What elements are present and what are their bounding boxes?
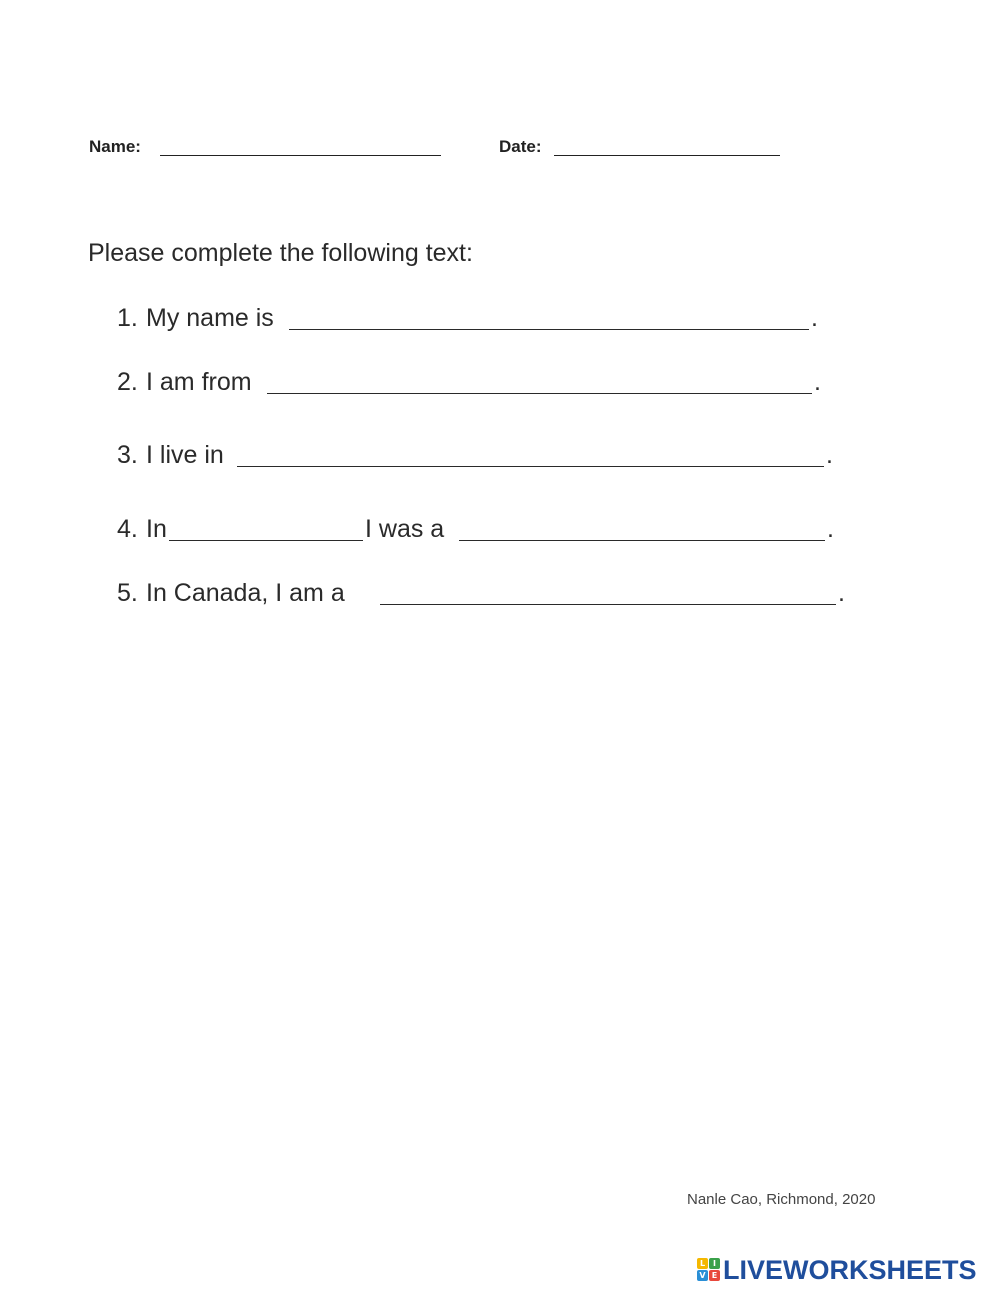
answer-blank-year[interactable] <box>169 540 363 541</box>
answer-blank[interactable] <box>267 393 812 394</box>
item-prompt-b: I was a <box>365 515 445 543</box>
date-field[interactable] <box>554 155 780 156</box>
date-label: Date: <box>499 137 542 156</box>
item-number: 2. <box>117 368 138 396</box>
liveworksheets-logo[interactable] <box>697 1254 997 1286</box>
name-field[interactable] <box>160 155 441 156</box>
answer-blank[interactable] <box>289 329 809 330</box>
answer-blank[interactable] <box>237 466 824 467</box>
item-prompt: My name is <box>146 304 274 332</box>
author-credit: Nanle Cao, Richmond, 2020 <box>687 1191 876 1208</box>
name-label: Name: <box>89 137 141 156</box>
logo-text: LIVEWORKSHEETS <box>723 1255 977 1285</box>
instruction-text: Please complete the following text: <box>88 239 473 267</box>
item-period: . <box>826 441 833 469</box>
item-number: 1. <box>117 304 138 332</box>
logo-letter: E <box>709 1270 720 1281</box>
item-period: . <box>811 304 818 332</box>
item-prompt: In Canada, I am a <box>146 579 345 607</box>
logo-letter: I <box>709 1258 720 1269</box>
item-period: . <box>814 368 821 396</box>
item-period: . <box>838 579 845 607</box>
item-number: 4. <box>117 515 138 543</box>
answer-blank-occupation[interactable] <box>459 540 825 541</box>
live-blocks-icon <box>697 1258 721 1282</box>
worksheet-header <box>89 136 849 160</box>
item-prompt: I am from <box>146 368 252 396</box>
logo-letter: L <box>697 1258 708 1269</box>
item-number: 3. <box>117 441 138 469</box>
item-number: 5. <box>117 579 138 607</box>
answer-blank[interactable] <box>380 604 836 605</box>
item-prompt-a: In <box>146 515 167 543</box>
item-prompt: I live in <box>146 441 224 469</box>
logo-letter: V <box>697 1270 708 1281</box>
item-period: . <box>827 515 834 543</box>
